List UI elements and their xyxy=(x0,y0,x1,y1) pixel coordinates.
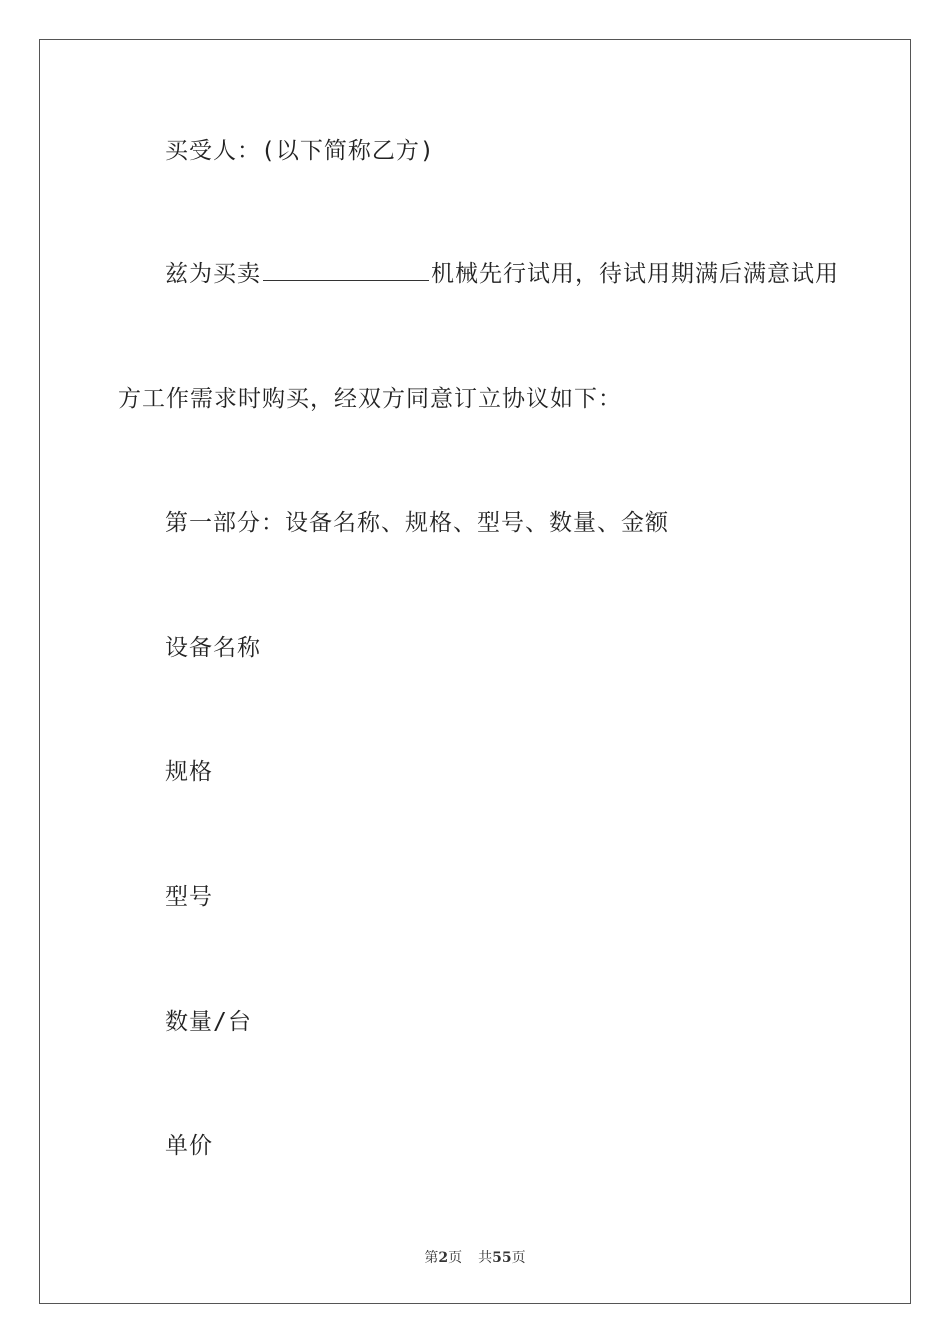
equipment-name-label: 设备名称 xyxy=(165,635,261,661)
part-one-heading: 第一部分：设备名称、规格、型号、数量、金额 xyxy=(165,510,669,536)
page-border xyxy=(39,39,911,1304)
model-label: 型号 xyxy=(165,884,213,910)
footer-total-suffix: 页 xyxy=(511,1250,526,1266)
intro-continued-line: 方工作需求时购买，经双方同意订立协议如下： xyxy=(118,386,622,412)
page-footer xyxy=(0,1247,950,1267)
footer-prefix: 第 xyxy=(424,1250,439,1266)
unit-price-label: 单价 xyxy=(165,1133,213,1159)
footer-total-pages: 55 xyxy=(492,1250,512,1266)
footer-page-suffix: 页 xyxy=(448,1250,463,1266)
specification-label: 规格 xyxy=(165,759,213,785)
footer-page-number: 2 xyxy=(438,1250,449,1266)
intro-before-blank: 兹为买卖 xyxy=(165,261,261,287)
footer-total-prefix: 共 xyxy=(478,1250,493,1266)
intro-line xyxy=(165,259,839,289)
machine-name-blank xyxy=(263,260,429,281)
buyer-line: 买受人：(以下简称乙方) xyxy=(165,138,435,164)
quantity-label: 数量/台 xyxy=(165,1009,252,1035)
intro-after-blank: 机械先行试用，待试用期满后满意试用 xyxy=(431,261,839,287)
